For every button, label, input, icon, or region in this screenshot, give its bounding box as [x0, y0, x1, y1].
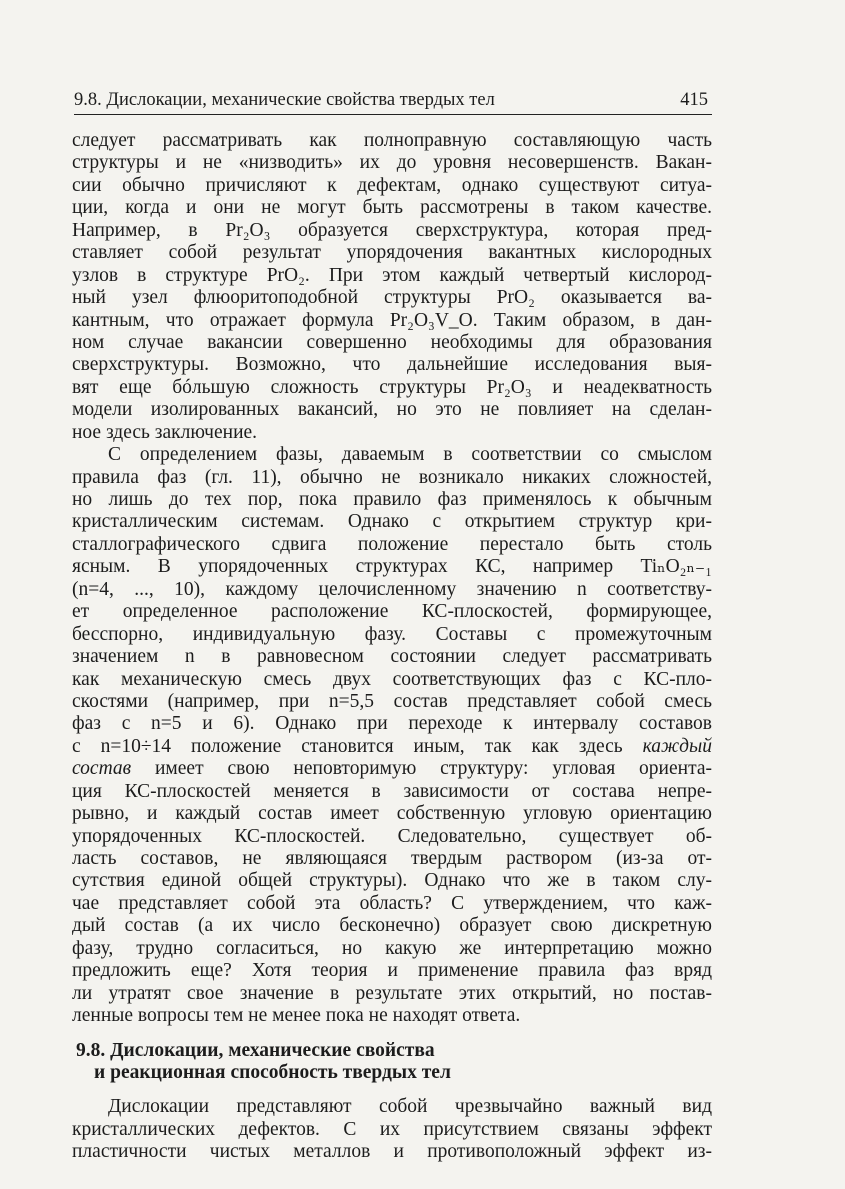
text-line: фаз с n=5 и 6). Однако при переходе к интервалу составов	[72, 713, 712, 735]
text-line: бесспорно, индивидуальную фазу. Составы с промежуточным	[72, 623, 712, 645]
text-line: скостями (например, при n=5,5 состав представляет собой смесь	[72, 690, 712, 712]
emphasis-text: каждый	[642, 735, 712, 757]
text-line: ласть составов, не являющаяся твердым раствором (из-за от-	[72, 848, 712, 869]
text-line-with-emphasis	[72, 758, 712, 780]
text-line: кантным, что отражает формула Pr₂O₃V_O. Таким образом, в дан-	[72, 309, 712, 331]
text-line: сутствия единой общей структуры). Однако что же в таком слу-	[72, 870, 712, 892]
text-line: С определением фазы, даваемым в соответствии со смыслом	[108, 444, 712, 466]
text-line: модели изолированных вакансий, но это не повлияет на сделан-	[72, 399, 712, 421]
text-line: вят еще бóльшую сложность структуры Pr₂O₃ и неадекватность	[72, 376, 712, 398]
paragraph-3	[72, 1096, 712, 1163]
page-number: 415	[680, 90, 708, 110]
section-heading	[72, 1040, 712, 1085]
text-line-with-emphasis	[72, 736, 712, 758]
text-line: Например, в Pr₂O₃ образуется сверхструктура, которая пред-	[72, 219, 712, 241]
paragraph-2	[72, 444, 712, 1027]
text-line: следует рассматривать как полноправную составляющую часть	[72, 130, 712, 151]
running-head-title: 9.8. Дислокации, механические свойства твердых тел	[74, 90, 495, 110]
text-line: но лишь до тех пор, пока правило фаз применялось к обычным	[72, 489, 712, 510]
text-line: сверхструктуры. Возможно, что дальнейшие исследования выя-	[72, 354, 712, 376]
text-line: как механическую смесь двух соответствующих фаз с КС-пло-	[72, 668, 712, 690]
section-heading-line-2: и реакционная способность твердых тел	[94, 1061, 451, 1083]
spacer	[72, 1084, 712, 1096]
emphasis-text: состав	[72, 758, 132, 780]
text-line: (n=4, ..., 10), каждому целочисленному значению n соответству-	[72, 578, 712, 600]
text-line: правила фаз (гл. 11), обычно не возникало никаких сложностей,	[72, 466, 712, 488]
text-line: сии обычно причисляют к дефектам, однако существуют ситуа-	[72, 174, 712, 196]
text-line: значением n в равновесном состоянии следует рассматривать	[72, 646, 712, 668]
text-line: кристаллическим системам. Однако с открытием структур кри-	[72, 511, 712, 533]
text-line: кристаллических дефектов. С их присутствием связаны эффект	[72, 1118, 712, 1140]
text-line: предложить еще? Хотя теория и применение правила фаз вряд	[72, 960, 712, 982]
text-line: ет определенное расположение КС-плоскостей, формирующее,	[72, 601, 712, 623]
line-text: имеет свою неповторимую структуру: угловая ориента-	[131, 758, 712, 780]
text-line: ция КС-плоскостей меняется в зависимости от состава непре-	[72, 780, 712, 802]
text-line: ясным. В упорядоченных структурах КС, например TiₙO₂ₙ₋₁	[72, 556, 712, 578]
text-line: ленные вопросы тем не менее пока не находят ответа.	[72, 1005, 521, 1027]
text-line: узлов в структуре PrO₂. При этом каждый четвертый кислород-	[72, 264, 712, 286]
text-line: ции, когда и они не могут быть рассмотрены в таком качестве.	[72, 197, 712, 219]
text-line: структуры и не «низводить» их до уровня несовершенств. Вакан-	[72, 152, 712, 174]
text-line: ставляет собой результат упорядочения вакантных кислородных	[72, 242, 712, 264]
line-text: с n=10÷14 положение становится иным, так как здесь	[72, 735, 623, 757]
paragraph-1	[72, 130, 712, 444]
text-line: дый состав (а их число бесконечно) образует свою дискретную	[72, 915, 712, 937]
section-heading-line-1: 9.8. Дислокации, механические свойства	[76, 1039, 435, 1061]
text-line: упорядоченных КС-плоскостей. Следовательно, существует об-	[72, 825, 712, 847]
body-text	[72, 130, 712, 1164]
running-head	[74, 88, 712, 115]
text-line: ли утратят свое значение в результате этих открытий, но постав-	[72, 982, 712, 1004]
text-line: Дислокации представляют собой чрезвычайно важный вид	[108, 1096, 712, 1118]
text-line: сталлографического сдвига положение перестало быть столь	[72, 533, 712, 555]
text-line: рывно, и каждый состав имеет собственную угловую ориентацию	[72, 803, 712, 825]
text-line: ный узел флюоритоподобной структуры PrO₂ оказывается ва-	[72, 287, 712, 309]
text-line: фазу, трудно согласиться, но какую же интерпретацию можно	[72, 937, 712, 959]
spacer	[72, 1028, 712, 1040]
text-line: ном случае вакансии совершенно необходимы для образования	[72, 331, 712, 353]
text-line: чае представляет собой эта область? С утверждением, что каж-	[72, 892, 712, 914]
text-line: ное здесь заключение.	[72, 421, 258, 443]
text-line: пластичности чистых металлов и противоположный эффект из-	[72, 1141, 712, 1163]
